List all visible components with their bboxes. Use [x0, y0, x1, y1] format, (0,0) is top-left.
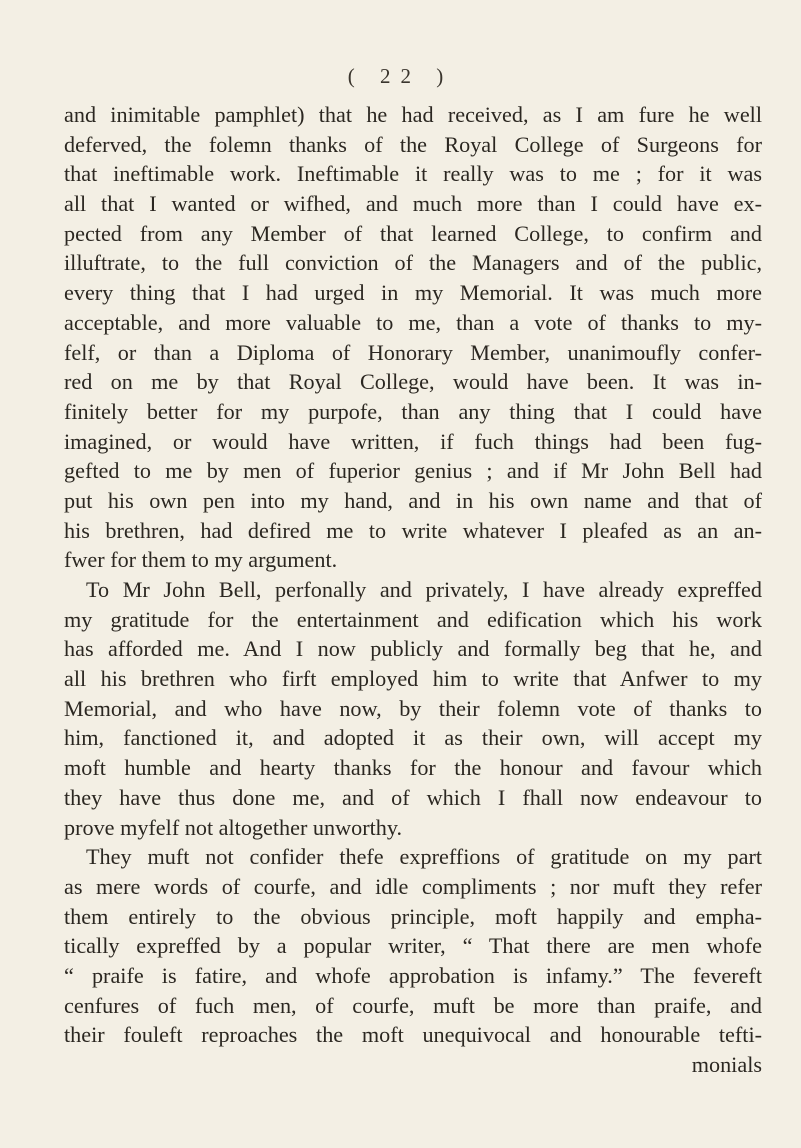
text-line: deferved, the folemn thanks of the Royal College of Surgeons for	[64, 131, 762, 157]
text-line: has afforded me. And I now publicly and formally beg that he, and	[64, 636, 762, 662]
text-line: pected from any Member of that learned College, to confirm and	[64, 220, 762, 246]
text-line: moft humble and hearty thanks for the honour and favour which	[64, 755, 762, 781]
text-line: as mere words of courfe, and idle compliments ; nor muft they refer	[64, 873, 762, 899]
text-line: put his own pen into my hand, and in his own name and that of	[64, 487, 762, 513]
text-line: “ praife is fatire, and whofe approbation is infamy.” The fevereft	[64, 962, 762, 988]
text-line: monials	[691, 1052, 762, 1077]
text-line: my gratitude for the entertainment and edification which his work	[64, 606, 762, 632]
text-line: finitely better for my purpofe, than any thing that I could have	[64, 398, 762, 424]
text-line: To Mr John Bell, perfonally and privately, I have already expreffed	[86, 577, 762, 602]
text-line: fwer for them to my argument.	[64, 547, 338, 573]
text-line: them entirely to the obvious principle, moft happily and empha-	[64, 903, 762, 929]
text-line: his brethren, had defired me to write whatever I pleafed as an an-	[64, 517, 762, 543]
text-line: Memorial, and who have now, by their folemn vote of thanks to	[64, 695, 762, 721]
text-line: all that I wanted or wifhed, and much more than I could have ex-	[64, 191, 762, 217]
text-line: they have thus done me, and of which I fhall now endeavour to	[64, 784, 762, 810]
text-line: and inimitable pamphlet) that he had received, as I am fure he well	[64, 102, 762, 127]
text-line: felf, or than a Diploma of Honorary Member, unanimoufly confer-	[64, 339, 762, 365]
text-line: every thing that I had urged in my Memorial. It was much more	[64, 280, 762, 306]
page-number: ( 22 )	[347, 64, 454, 88]
text-line: prove myfelf not altogether unworthy.	[64, 814, 403, 840]
text-line: cenfures of fuch men, of courfe, muft be more than praife, and	[64, 992, 762, 1018]
text-line: gefted to me by men of fuperior genius ; and if Mr John Bell had	[64, 458, 762, 484]
text-line: their fouleft reproaches the moft unequivocal and honourable tefti-	[64, 1022, 762, 1048]
text-line: him, fanctioned it, and adopted it as their own, will accept my	[64, 725, 762, 751]
body-text	[64, 100, 762, 1080]
text-line: They muft not confider thefe expreffions of gratitude on my part	[86, 844, 762, 870]
text-line: acceptable, and more valuable to me, than a vote of thanks to my-	[64, 309, 762, 335]
text-line: that ineftimable work. Ineftimable it really was to me ; for it was	[64, 161, 762, 187]
text-line: illuftrate, to the full conviction of the Managers and of the public,	[64, 250, 762, 276]
text-line: all his brethren who firft employed him to write that Anfwer to my	[64, 666, 762, 692]
text-line: tically expreffed by a popular writer, “ That there are men whofe	[64, 933, 762, 959]
text-line: imagined, or would have written, if fuch things had been fug-	[64, 428, 762, 454]
text-line: red on me by that Royal College, would have been. It was in-	[64, 369, 762, 395]
